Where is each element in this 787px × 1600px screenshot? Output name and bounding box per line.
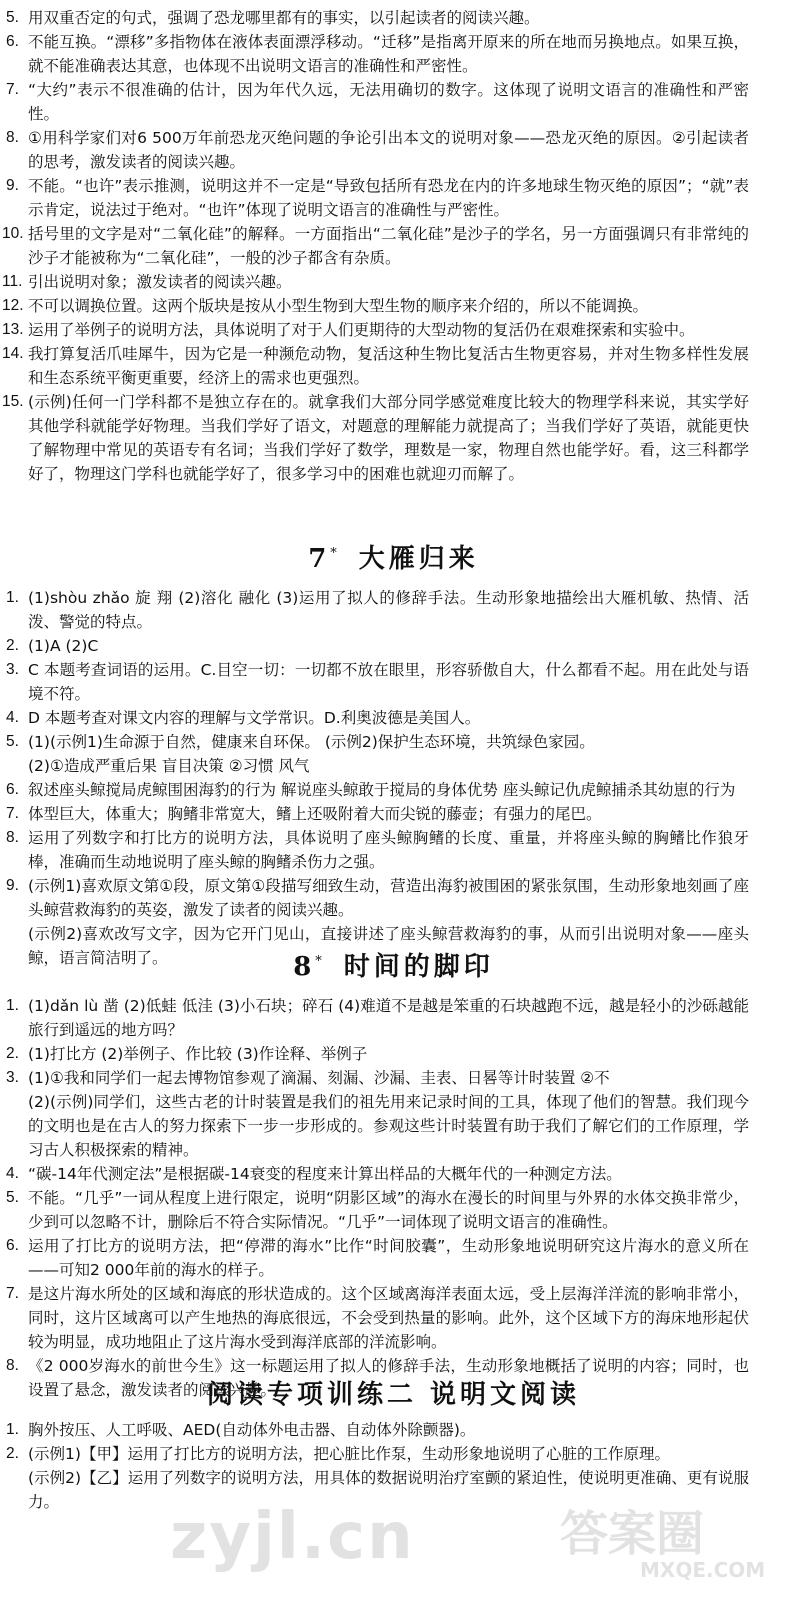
ch7-answer-2: 2. (1)A (2)C — [6, 637, 99, 655]
ch8-answer-6: 6. 运用了打比方的说明方法，把“停滞的海水”比作“时间胶囊”，生动形象地说明研究这片海水的意义所在——可知2 000年前的海水的样子。 — [6, 1237, 749, 1279]
reading-answers — [0, 1418, 787, 1514]
answer-7: 7. “大约”表示不很准确的估计，因为年代久远，无法用确切的数字。这体现了说明文语言的准确性和严密性。 — [6, 81, 749, 123]
answer-6: 6. 不能互换。“漂移”多指物体在液体表面漂浮移动。“迁移”是指离开原来的所在地而另换地点。如果互换，就不能准确表达其意，也体现不出说明文语言的准确性和严密性。 — [6, 33, 749, 75]
watermark-left: zyjl.cn — [170, 1500, 415, 1574]
ch7-answer-4: 4. D 本题考查对课文内容的理解与文学常识。D.利奥波德是美国人。 — [6, 709, 481, 727]
answers-section-1 — [0, 6, 787, 486]
ch7-answer-9: 9. (示例1)喜欢原文第①段，原文第①段描写细致生动，营造出海豹被围困的紧张氛围，生动形象地刻画了座头鲸营救海豹的英姿，激发了读者的阅读兴趣。 — [6, 877, 749, 919]
answer-11: 11. 引出说明对象；激发读者的阅读兴趣。 — [2, 273, 292, 291]
ch8-answer-5: 5. 不能。“几乎”一词从程度上进行限定，说明“阴影区域”的海水在漫长的时间里与外界的水体交换非常少，少到可以忽略不计，删除后不符合实际情况。“几乎”一词体现了说明文语言的准确性。 — [6, 1189, 749, 1231]
chapter-7-answers — [0, 586, 787, 970]
answer-15: 15. (示例)任何一门学科都不是独立存在的。就拿我们大部分同学感觉难度比较大的物理学科来说，其实学好其他学科就能学好物理。当我们学好了语文，对题意的理解能力就提高了；当我们学好了英语，就能更快了解物理中常见的英语专有名词；当我们学好了数学，理数是一家，物理自然也能学好。看，这三科都学好了，物理这门学科也就能学好了，很多学习中的困难也就迎刃而解了。 — [2, 393, 749, 483]
ch7-answer-7: 7. 体型巨大，体重大；胸鳍非常宽大，鳍上还吸附着大而尖锐的藤壶；有强力的尾巴。 — [6, 805, 602, 823]
answer-12: 12. 不可以调换位置。这两个版块是按从小型生物到大型生物的顺序来介绍的，所以不能调换。 — [2, 297, 649, 315]
ch8-answer-4: 4. “碳-14年代测定法”是根据碳-14衰变的程度来计算出样品的大概年代的一种测定方法。 — [6, 1165, 622, 1183]
reading-answer-2: 2. (示例1)【甲】运用了打比方的说明方法，把心脏比作泵，生动形象地说明了心脏的工作原理。 — [6, 1445, 670, 1463]
answer-13: 13. 运用了举例子的说明方法，具体说明了对于人们更期待的大型动物的复活仍在艰难探索和实验中。 — [2, 321, 695, 339]
answer-10: 10. 括号里的文字是对“二氧化硅”的解释。一方面指出“二氧化硅”是沙子的学名，另一方面强调只有非常纯的沙子才能被称为“二氧化硅”，一般的沙子都含有杂质。 — [2, 225, 749, 267]
reading-answer-1: 1. 胸外按压、人工呼吸、AED(自动体外电击器、自动体外除颤器)。 — [6, 1421, 476, 1439]
reading-section-title: 阅读专项训练二 说明文阅读 — [206, 1380, 581, 1410]
answer-8: 8. ①用科学家们对6 500万年前恐龙灭绝问题的争论引出本文的说明对象——恐龙灭绝的原因。②引起读者的思考，激发读者的阅读兴趣。 — [6, 129, 749, 171]
ch8-answer-7: 7. 是这片海水所处的区域和海底的形状造成的。这个区域离海洋表面太远，受上层海洋洋流的影响非常小，同时，这片区域离可以产生地热的海底很远，不会受到热量的影响。此外，这个区域下方的海床地形起伏较为明显，成功地阻止了这片海水受到海洋底部的洋流影响。 — [6, 1285, 749, 1351]
ch8-answer-1: 1. (1)dǎn lù 凿 (2)低蛙 低洼 (3)小石块；碎石 (4)难道不是越是笨重的石块越跑不远，越是轻小的沙砾越能旅行到遥远的地方吗？ — [6, 997, 749, 1039]
answer-14: 14. 我打算复活爪哇犀牛，因为它是一种濒危动物，复活这种生物比复活古生物更容易，并对生物多样性发展和生态系统平衡更重要，经济上的需求也更强烈。 — [2, 345, 749, 387]
watermark-right-url: MXQE.COM — [640, 1558, 766, 1582]
chapter-7-title: 7* 大雁归来 — [308, 544, 479, 574]
answer-9: 9. 不能。“也许”表示推测，说明这并不一定是“导致包括所有恐龙在内的许多地球生物灭绝的原因”；“就”表示肯定，说法过于绝对。“也许”体现了说明文语言的准确性与严密性。 — [6, 177, 749, 219]
ch7-answer-8: 8. 运用了列数字和打比方的说明方法，具体说明了座头鲸胸鳍的长度、重量，并将座头鲸的胸鳍比作狼牙棒，准确而生动地说明了座头鲸的胸鳍杀伤力之强。 — [6, 829, 749, 871]
ch7-answer-1: 1. (1)shòu zhǎo 旋 翔 (2)溶化 融化 (3)运用了拟人的修辞手法。生动形象地描绘出大雁机敏、热情、活泼、警觉的特点。 — [6, 589, 749, 631]
ch7-answer-5-part2: (2)①造成严重后果 盲目决策 ②习惯 风气 — [28, 757, 310, 775]
ch8-answer-3: 3. (1)①我和同学们一起去博物馆参观了滴漏、刻漏、沙漏、圭表、日晷等计时装置 ②不 — [6, 1069, 610, 1087]
chapter-8-title: 8* 时间的脚印 — [293, 952, 494, 982]
answer-5: 5. 用双重否定的句式，强调了恐龙哪里都有的事实，以引起读者的阅读兴趣。 — [6, 9, 540, 27]
ch7-answer-5: 5. (1)(示例1)生命源于自然，健康来自环保。 (示例2)保护生态环境，共筑绿色家园。 — [6, 733, 595, 751]
watermark-right: 答案圈 — [560, 1506, 705, 1562]
ch8-answer-8: 8. 《2 000岁海水的前世今生》这一标题运用了拟人的修辞手法，生动形象地概括了说明的内容；同时，也设置了悬念，激发读者的阅读兴趣。 — [6, 1357, 749, 1399]
ch7-answer-6: 6. 叙述座头鲸搅局虎鲸围困海豹的行为 解说座头鲸敢于搅局的身体优势 座头鲸记仇虎鲸捕杀其幼崽的行为 — [6, 781, 736, 799]
reading-answer-2-part2: (示例2)【乙】运用了列数字的说明方法，用具体的数据说明治疗室颤的紧迫性，使说明更准确、更有说服力。 — [28, 1469, 749, 1511]
ch8-answer-2: 2. (1)打比方 (2)举例子、作比较 (3)作诠释、举例子 — [6, 1045, 368, 1063]
chapter-8-answers — [0, 994, 787, 1402]
ch7-answer-9-part2: (示例2)喜欢改写文字，因为它开门见山，直接讲述了座头鲸营救海豹的事，从而引出说明对象——座头鲸，语言简洁明了。 — [28, 925, 749, 967]
ch7-answer-3: 3. C 本题考查词语的运用。C.目空一切：一切都不放在眼里，形容骄傲自大，什么都看不起。用在此处与语境不符。 — [6, 661, 749, 703]
ch8-answer-3-part2: (2)(示例)同学们，这些古老的计时装置是我们的祖先用来记录时间的工具，体现了他们的智慧。我们现今的文明也是在古人的努力探索下一步一步形成的。参观这些计时装置有助于我们了解它们的工作原理，学习古人积极探索的精神。 — [28, 1093, 749, 1159]
